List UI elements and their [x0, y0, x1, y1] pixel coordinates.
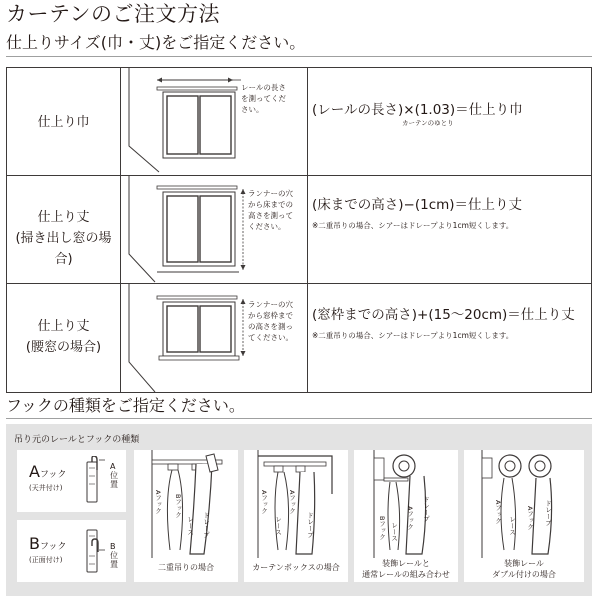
diagram-label: Aフック: [154, 490, 162, 514]
hook-a-icon: [83, 456, 107, 506]
sill-length-callout: ランナーの穴 から窓枠まで の高さを測っ てください。: [248, 300, 293, 342]
table-col-divider-2: [307, 68, 308, 392]
diagram-label: Bフック: [174, 494, 182, 518]
hook-type-a-sub: (天井付け): [29, 484, 63, 492]
diagram-label: ドレープ: [544, 500, 552, 526]
hook-section-title: フックの種類をご指定ください。: [6, 396, 245, 415]
hook-panel-title: 吊り元のレールとフックの種類: [14, 435, 140, 445]
floor-length-note: ※二重吊りの場合、シアーはドレープより1cm短くします。: [312, 221, 514, 230]
diagram-caption: 装飾レール ダブル付けの場合: [492, 559, 556, 579]
floor-length-callout: ランナーの穴 から床までの 高さを測って ください。: [248, 189, 293, 231]
hook-type-a-title: [29, 462, 66, 481]
diagram-label: レース: [508, 516, 516, 536]
row-label-width: [7, 112, 120, 133]
diagram-double-decorative: [464, 450, 584, 582]
row-label-line: (腰窓の場合): [25, 340, 102, 355]
hook-section-rule: [6, 418, 592, 419]
diagram-caption: 装飾レールと 通常レールの組み合わせ: [362, 559, 450, 579]
size-table: [6, 67, 592, 393]
width-callout: レールの長さ を測ってくだ さい。: [241, 83, 286, 114]
row-label-line: 仕上り丈: [37, 319, 90, 334]
diagram-label: Bフック: [378, 516, 386, 540]
page-title: カーテンのご注文方法: [6, 2, 220, 26]
double-hanging-icon: [134, 450, 238, 558]
diagram-label: レース: [186, 516, 194, 536]
hook-letter: A: [29, 462, 40, 481]
row-label-line: (掃き出し窓の場合): [15, 231, 112, 267]
page-subtitle: 仕上りサイズ(巾・丈)をご指定ください。: [6, 33, 306, 52]
double-decorative-icon: [464, 450, 584, 558]
row-label-sill-length: [7, 316, 120, 358]
hook-b-icon: [83, 526, 107, 578]
row-label-line: 仕上り巾: [37, 115, 90, 130]
width-formula-note: カーテンのゆとり: [402, 119, 454, 127]
diagram-label: ドレープ: [422, 496, 430, 522]
diagram-decorative-standard: [354, 450, 458, 582]
hook-name: フック: [39, 542, 67, 552]
diagram-label: Aフック: [494, 500, 502, 524]
row-label-floor-length: [7, 207, 120, 270]
hook-type-a-card: [17, 450, 126, 512]
diagram-caption: カーテンボックスの場合: [252, 563, 340, 572]
sill-length-formula: (窓枠までの高さ)+(15〜20cm)＝仕上り丈: [312, 307, 575, 323]
hook-type-b-card: [17, 520, 126, 582]
row-label-line: 仕上り丈: [37, 210, 90, 225]
hook-type-b-sub: (正面付け): [29, 556, 63, 564]
diagram-label: Aフック: [288, 490, 296, 514]
diagram-label: ドレープ: [202, 512, 210, 538]
floor-length-formula: (床までの高さ)−(1cm)＝仕上り丈: [312, 197, 523, 213]
hook-a-position: A 位 置: [110, 462, 118, 489]
diagram-caption: 二重吊りの場合: [158, 563, 214, 572]
hook-b-position: B 位 置: [110, 542, 118, 569]
sill-length-note: ※二重吊りの場合、シアーはドレープより1cm短くします。: [312, 331, 514, 340]
diagram-label: レース: [390, 522, 398, 542]
diagram-label: レース: [274, 516, 282, 536]
hook-type-b-title: [29, 534, 66, 553]
diagram-label: ドレープ: [306, 512, 314, 538]
diagram-double-hanging: [134, 450, 238, 582]
diagram-label: Aフック: [526, 506, 534, 530]
decorative-standard-icon: [354, 450, 458, 558]
subtitle-rule: [6, 56, 592, 57]
hook-name: フック: [39, 470, 67, 480]
diagram-label: Aフック: [406, 506, 414, 530]
diagram-curtain-box: [244, 450, 348, 582]
hook-letter: B: [29, 534, 40, 553]
width-formula: (レールの長さ)×(1.03)＝仕上り巾: [312, 102, 523, 118]
diagram-label: Aフック: [260, 490, 268, 514]
